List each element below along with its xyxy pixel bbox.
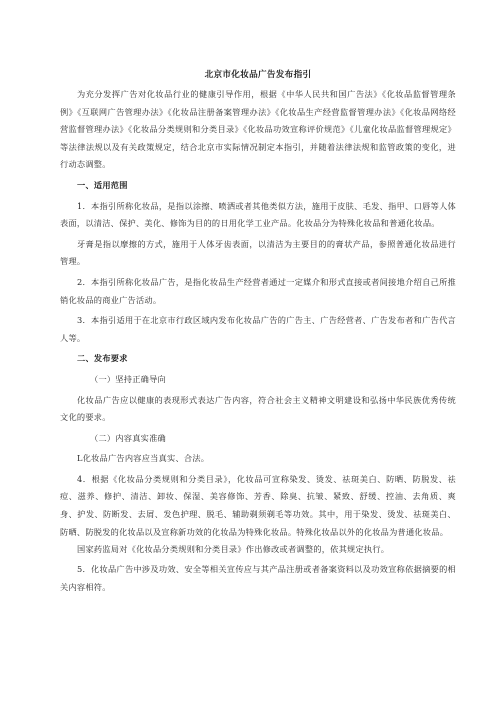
section-heading-requirements: 二、发布要求 bbox=[77, 353, 128, 364]
subheading-correct-orientation: （一）坚持正确导向 bbox=[90, 373, 166, 384]
paragraph-definition-cosmetics: 1．本指引所称化妆品，是指以涂擦、喷洒或者其他类似方法，施用于皮肤、毛发、指甲、口唇等人体表面，以清洁、保护、美化、修饰为目的的日用化学工业产品。化妆品分为特殊化妆品和普通化妆品。 bbox=[60, 200, 456, 229]
paragraph-nmpa-adjustment: 国家药监局对《化妆品分类规则和分类目录》作出修改或者调整的，依其规定执行。 bbox=[77, 544, 390, 555]
section-heading-scope: 一、适用范围 bbox=[77, 179, 128, 190]
paragraph-definition-ads: 2．本指引所称化妆品广告，是指化妆品生产经营者通过一定媒介和形式直接或者间接地介绍自己所推销化妆品的商业广告活动。 bbox=[60, 276, 456, 305]
subheading-truthful-content: （二）内容真实准确 bbox=[90, 432, 166, 443]
document-title: 北京市化妆品广告发布指引 bbox=[204, 70, 312, 80]
paragraph-applicability: 3．本指引适用于在北京市行政区域内发布化妆品广告的广告主、广告经营者、广告发布者和广告代言人等。 bbox=[60, 315, 456, 343]
paragraph-efficacy-claims: 5．化妆品广告中涉及功效、安全等相关宣传应与其产品注册或者备案资料以及功效宣称依据摘要的相关内容相符。 bbox=[60, 564, 456, 592]
paragraph-toothpaste: 牙膏是指以摩擦的方式，施用于人体牙齿表面，以清洁为主要目的的膏状产品，参照普通化妆品进行管理。 bbox=[60, 238, 456, 267]
intro-paragraph: 为充分发挥广告对化妆品行业的健康引导作用，根据《中华人民共和国广告法》《化妆品监督管理条例》《互联网广告管理办法》《化妆品注册备案管理办法》《化妆品生产经营监督管理办法》《化妆品网络经营监督管理办法》《化妆品分类规则和分类目录》《化妆品功效宣称评价规范》《儿童化妆品监督管理规定》等法律法规以及有关政策规定，结合北京市实际情况制定本指引，并随着法律法规和监管政策的变化，进行动态调整。 bbox=[60, 89, 456, 170]
paragraph-classification: 4．根据《化妆品分类规则和分类目录》，化妆品可宣称染发、烫发、祛斑美白、防晒、防脱发、祛痘、滋养、修护、清洁、卸妆、保湿、美容修饰、芳香、除臭、抗皱、紧致、舒缓、控油、去角质、爽身、护发、防断发、去屑、发色护理、脱毛、辅助剃须剃毛等功效。其中，用于染发、烫发、祛斑美白、防晒、防脱发的化妆品以及宣称新功效的化妆品为特殊化妆品。特殊化妆品以外的化妆品为普通化妆品。 bbox=[60, 473, 456, 537]
paragraph-truthful: L化妆品广告内容应当真实、合法。 bbox=[77, 453, 210, 464]
paragraph-orientation: 化妆品广告应以健康的表现形式表达广告内容，符合社会主义精神文明建设和弘扬中华民族优秀传统文化的要求。 bbox=[60, 394, 456, 423]
